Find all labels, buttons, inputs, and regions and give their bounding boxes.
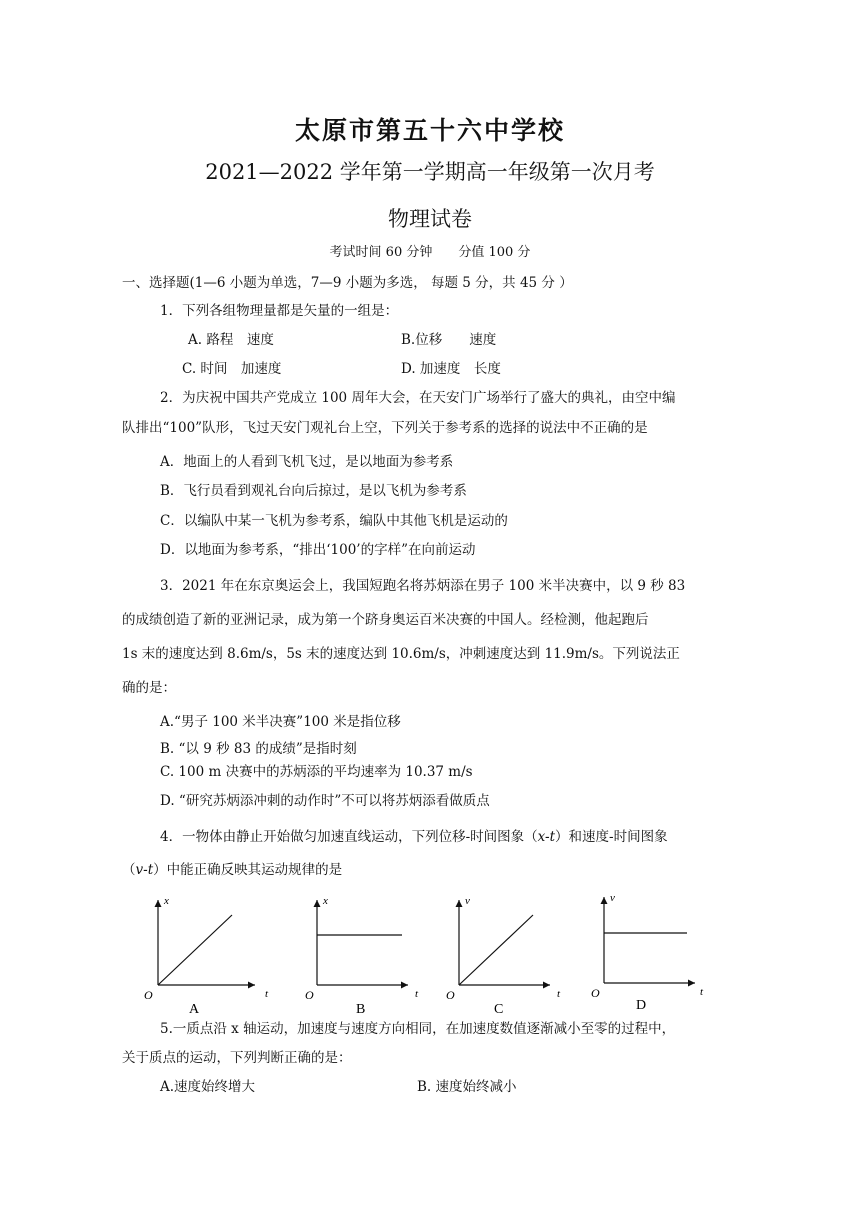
q5-option-a: A.速度始终增大	[160, 1079, 256, 1095]
graph-c-line	[459, 915, 533, 985]
q5-stem-line1: 5.一质点沿 x 轴运动，加速度与速度方向相同，在加速度数值逐渐减小至零的过程中，	[160, 1021, 676, 1037]
graph-c-label: C	[494, 1002, 504, 1017]
q3-option-a: A.“男子 100 米半决赛”100 米是指位移	[160, 714, 401, 730]
q3-option-b: B. “以 9 秒 83 的成绩”是指时刻	[160, 741, 357, 757]
q4-graphs	[120, 885, 760, 1020]
graph-a-origin: O	[144, 988, 153, 1002]
q1-option-c: C. 时间 加速度	[182, 361, 282, 377]
exam-meta: 考试时间 60 分钟 分值 100 分	[329, 245, 531, 260]
graph-b-y-label: x	[323, 895, 328, 907]
q1-option-b: B.位移 速度	[401, 332, 497, 348]
q4-stem-line1-pre: 4．一物体由静止开始做匀加速直线运动，下列位移-时间图象（	[160, 829, 538, 845]
graph-d	[591, 892, 704, 1013]
graph-c	[446, 895, 561, 1017]
graph-a-x-label: t	[265, 988, 269, 1000]
q1-option-a: A. 路程 速度	[188, 332, 274, 348]
graph-d-y-label: v	[610, 892, 615, 904]
q4-xt-symbol: x-t	[537, 829, 556, 845]
q1-stem: 1．下列各组物理量都是矢量的一组是：	[160, 303, 399, 319]
q2-stem-line1: 2．为庆祝中国共产党成立 100 周年大会，在天安门广场举行了盛大的典礼，由空中编	[160, 390, 676, 406]
graph-b-x-label: t	[415, 988, 419, 1000]
graph-a	[144, 895, 269, 1017]
q4-graphs-svg	[120, 885, 760, 1020]
graph-d-x-label: t	[700, 986, 704, 998]
q5-option-b: B. 速度始终减小	[417, 1079, 517, 1095]
graph-a-line	[158, 915, 232, 985]
q1-option-d: D. 加速度 长度	[401, 361, 501, 377]
q4-stem-line1-post: ）和速度-时间图象	[555, 829, 668, 845]
graph-c-y-label: v	[465, 895, 470, 907]
graph-a-y-label: x	[164, 895, 169, 907]
graph-c-x-label: t	[557, 988, 561, 1000]
q3-option-d: D. “研究苏炳添冲刺的动作时”不可以将苏炳添看做质点	[160, 793, 490, 809]
school-title: 太原市第五十六中学校	[294, 116, 565, 145]
q3-stem-line3: 1s 末的速度达到 8.6m/s，5s 末的速度达到 10.6m/s，冲刺速度达到 11.9m/s。下列说法正	[122, 646, 680, 662]
q5-stem-line2: 关于质点的运动，下列判断正确的是：	[122, 1050, 352, 1066]
graph-b-origin: O	[305, 988, 314, 1002]
graph-b-label: B	[356, 1002, 366, 1017]
subject-title: 物理试卷	[388, 207, 472, 231]
q3-stem-line4: 确的是：	[122, 680, 176, 696]
q3-stem-line1: 3．2021 年在东京奥运会上，我国短跑名将苏炳添在男子 100 米半决赛中，以 9 秒 83	[160, 578, 686, 594]
section-title: 一、选择题(1—6 小题为单选，7—9 小题为多选， 每题 5 分，共 45 分 ）	[122, 275, 573, 291]
q4-stem-line1	[160, 825, 668, 845]
q2-option-d: D．以地面为参考系，“排出‘100’的字样”在向前运动	[160, 542, 476, 558]
q2-option-c: C．以编队中某一飞机为参考系，编队中其他飞机是运动的	[160, 513, 508, 529]
q4-vt-symbol: v-t	[135, 862, 154, 878]
q4-stem-line2	[122, 858, 342, 878]
q3-stem-line2: 的成绩创造了新的亚洲记录，成为第一个跻身奥运百米决赛的中国人。经检测，他起跑后	[122, 612, 649, 628]
graph-c-origin: O	[446, 988, 455, 1002]
q2-stem-line2: 队排出“100”队形，飞过天安门观礼台上空，下列关于参考系的选择的说法中不正确的是	[122, 420, 648, 436]
q4-stem-line2-pre: （	[122, 862, 136, 878]
q2-option-a: A．地面上的人看到飞机飞过，是以地面为参考系	[160, 454, 454, 470]
graph-b	[305, 895, 419, 1017]
graph-a-label: A	[189, 1002, 200, 1017]
graph-d-origin: O	[591, 986, 600, 1000]
graph-d-label: D	[636, 998, 647, 1013]
exam-title: 2021—2022 学年第一学期高一年级第一次月考	[205, 160, 655, 184]
q4-stem-line2-post: ）中能正确反映其运动规律的是	[153, 862, 343, 878]
q2-option-b: B．飞行员看到观礼台向后掠过，是以飞机为参考系	[160, 483, 467, 499]
q3-option-c: C. 100 m 决赛中的苏炳添的平均速率为 10.37 m/s	[160, 764, 473, 780]
